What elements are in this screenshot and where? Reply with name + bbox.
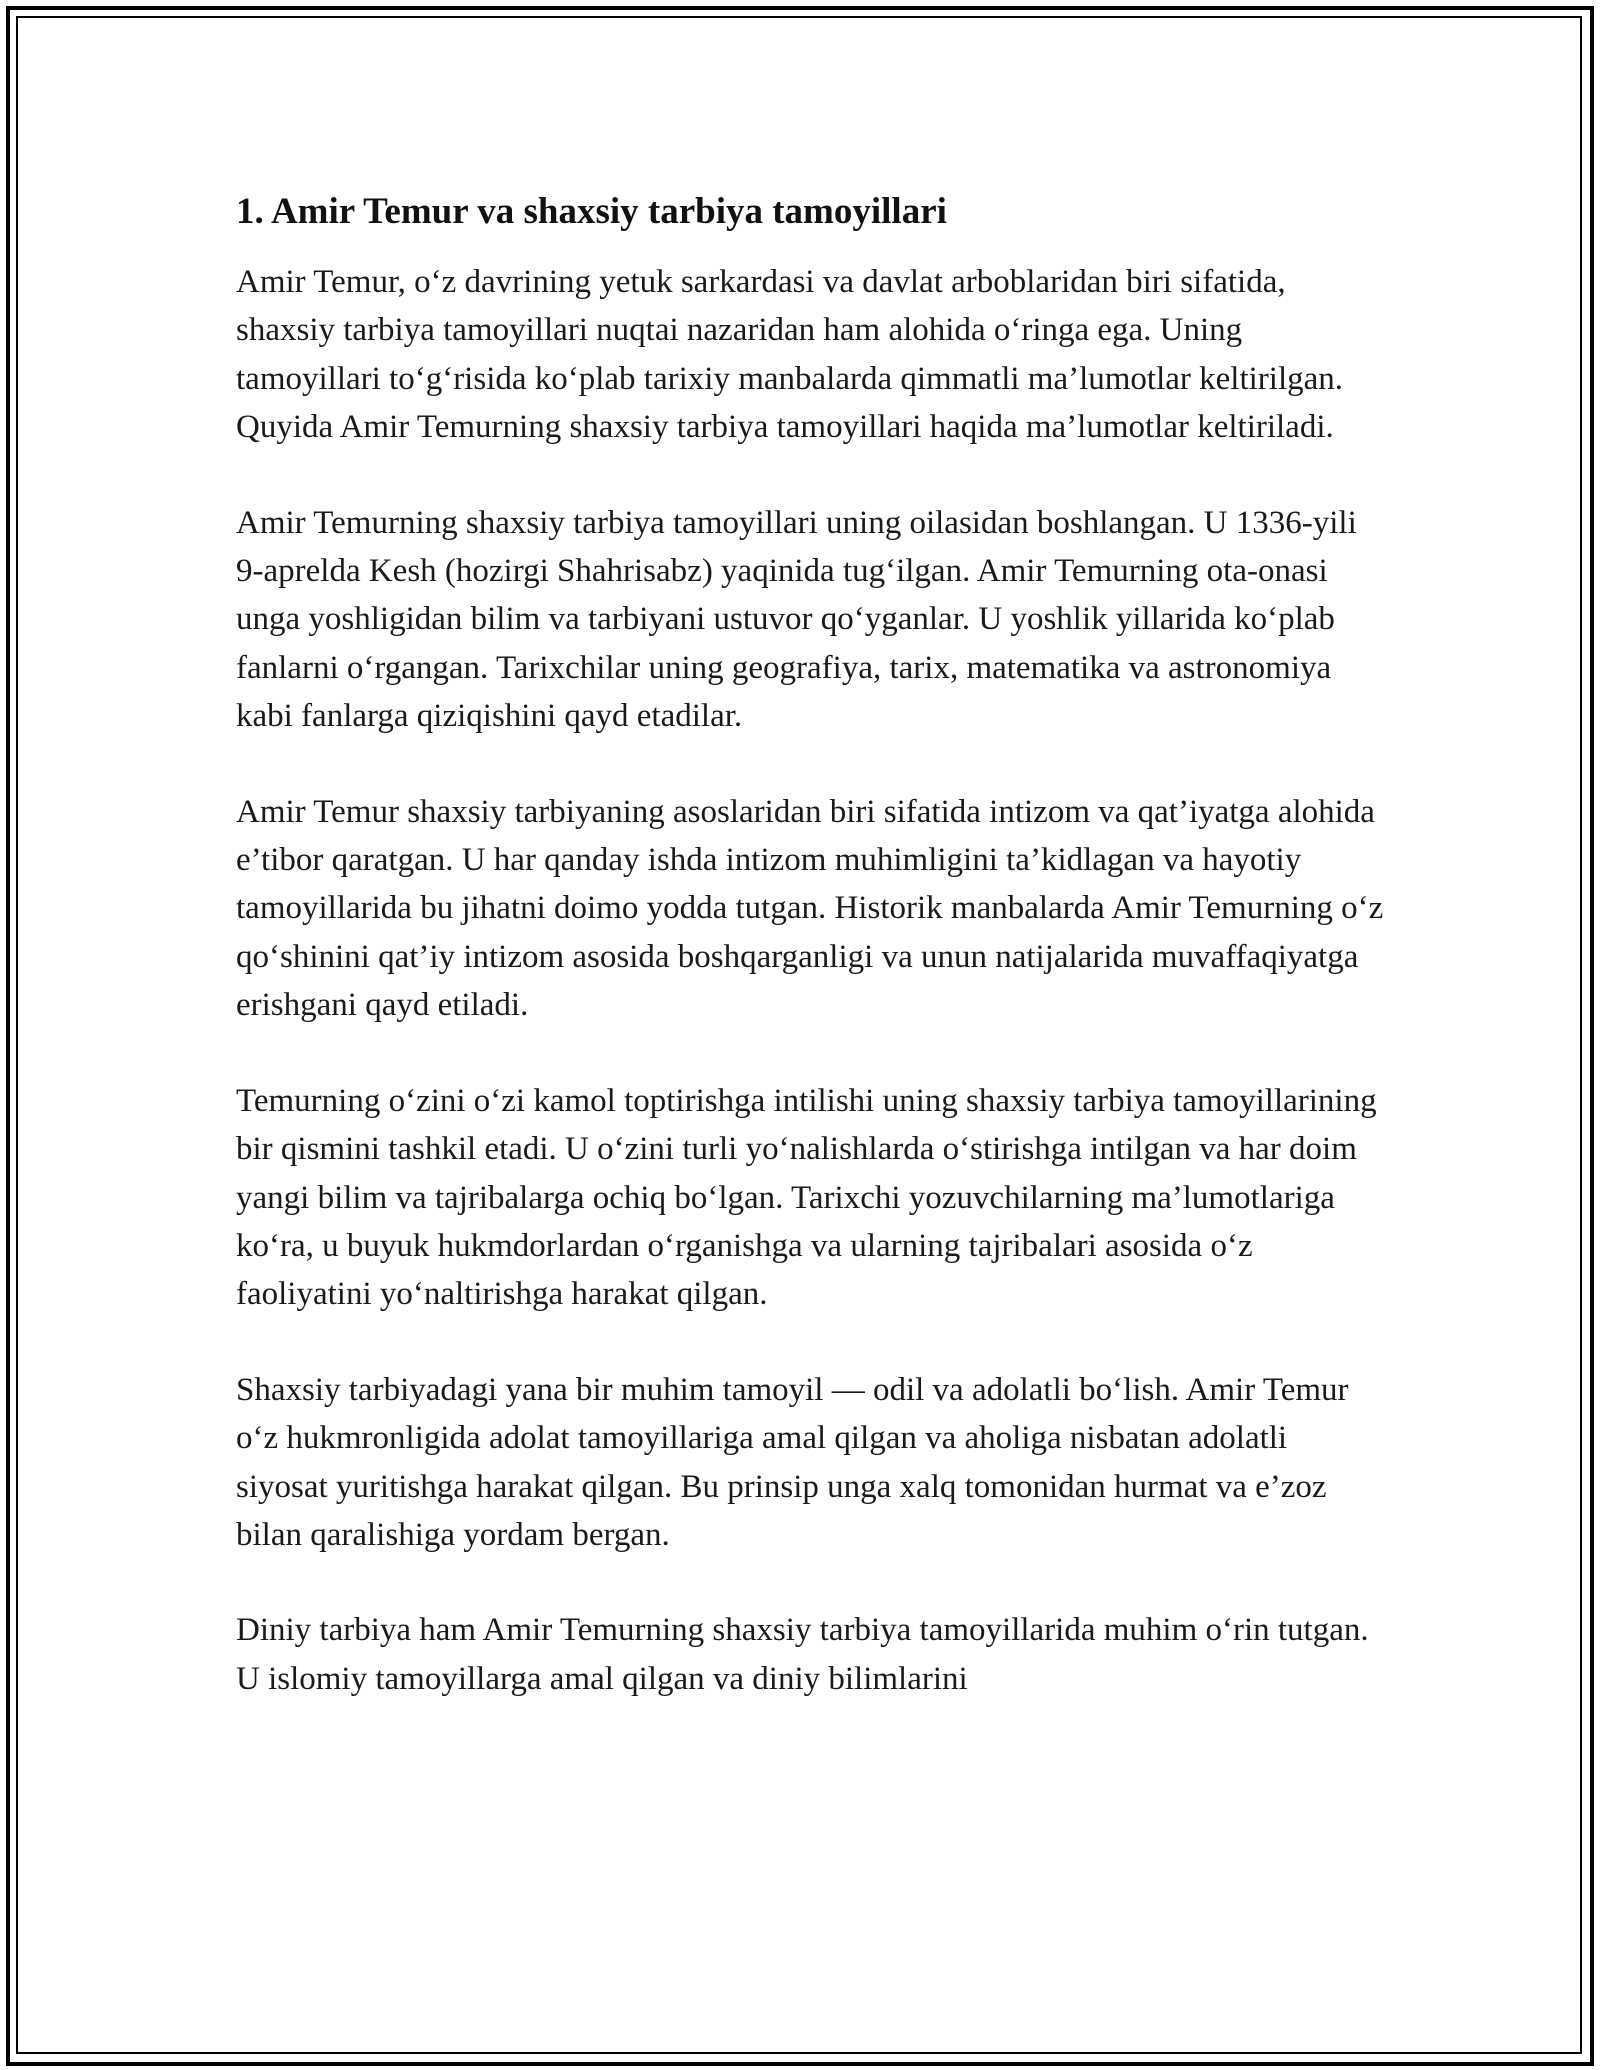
document-body [236, 186, 1386, 1750]
paragraph-justice: Shaxsiy tarbiyadagi yana bir muhim tamoyil — odil va adolatli bo‘lish. Amir Temur o‘z hukmronligida adolat tamoyillariga amal qilgan va aholiga nisbatan adolatli siyosat yuritishga harakat qilgan. Bu prinsip unga xalq tomonidan hurmat va e’zoz bilan qaralishiga yordam bergan. [236, 1371, 1349, 1553]
paragraph-discipline: Amir Temur shaxsiy tarbiyaning asoslaridan biri sifatida intizom va qat’iyatga alohida e’tibor qaratgan. U har qanday ishda intizom muhimligini ta’kidlagan va hayotiy tamoyillarida bu jihatni doimo yodda tutgan. Historik manbalarda Amir Temurning o‘z qo‘shinini qat’iy intizom asosida boshqarganligi va unun natijalarida muvaffaqiyatga erishgani qayd etiladi. [236, 793, 1384, 1024]
section-heading: 1. Amir Temur va shaxsiy tarbiya tamoyillari [236, 191, 947, 232]
paragraph-religious-education: Diniy tarbiya ham Amir Temurning shaxsiy tarbiya tamoyillarida muhim o‘rin tutgan. U islomiy tamoyillarga amal qilgan va diniy bilimlarini [236, 1612, 1369, 1697]
paragraph-family-origins: Amir Temurning shaxsiy tarbiya tamoyillari uning oilasidan boshlangan. U 1336-yili 9-aprelda Kesh (hozirgi Shahrisabz) yaqinida tug‘ilgan. Amir Temurning ota-onasi unga yoshligidan bilim va tarbiyani ustuvor qo‘yganlar. U yoshlik yillarida ko‘plab fanlarni o‘rgangan. Tarixchilar uning geografiya, tarix, matematika va astronomiya kabi fanlarga qiziqishini qayd etadilar. [236, 504, 1357, 735]
paragraph-self-improvement: Temurning o‘zini o‘zi kamol toptirishga intilishi uning shaxsiy tarbiya tamoyillarining bir qismini tashkil etadi. U o‘zini turli yo‘nalishlarda o‘stirishga intilgan va har doim yangi bilim va tajribalarga ochiq bo‘lgan. Tarixchi yozuvchilarning ma’lumotlariga ko‘ra, u buyuk hukmdorlardan o‘rganishga va ularning tajribalari asosida o‘z faoliyatini yo‘naltirishga harakat qilgan. [236, 1082, 1377, 1313]
paragraph-intro: Amir Temur, o‘z davrining yetuk sarkardasi va davlat arboblaridan biri sifatida, shaxsiy tarbiya tamoyillari nuqtai nazaridan ham alohida o‘ringa ega. Uning tamoyillari to‘g‘risida ko‘plab tarixiy manbalarda qimmatli ma’lumotlar keltirilgan. Quyida Amir Temurning shaxsiy tarbiya tamoyillari haqida ma’lumotlar keltiriladi. [236, 264, 1344, 446]
